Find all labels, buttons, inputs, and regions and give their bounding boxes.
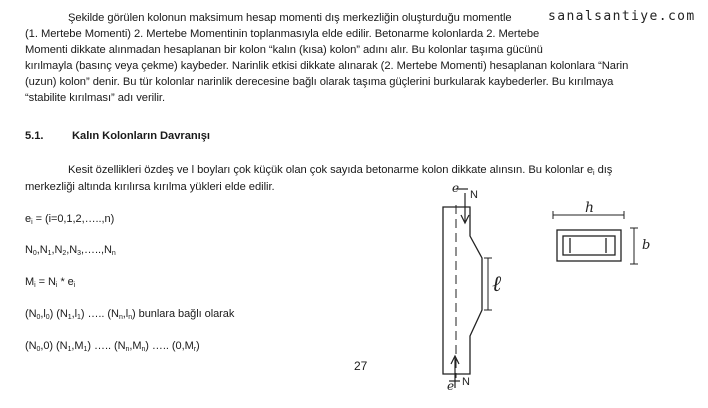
equation-pairs-1: $(N_0,l_0)$ $(N_1,l_1)$ ….. $(N_n,l_n)$ bunlara bağlı olarak (25, 308, 235, 321)
body-line-1-text: Kesit özellikleri özdeş ve l boyları çok küçük olan çok sayıda betonarme kolon dikkate alınsın. Bu kolonlar e (68, 164, 593, 176)
n-series-4: ,N (51, 244, 63, 256)
section-height-label: b (642, 238, 651, 253)
top-load-label: N (470, 189, 478, 201)
intro-line-3: Momenti dikkate alınmadan hesaplanan bir kolon “kalın (kısa) kolon” adını alır. Bu kolonlar taşıma gücünü (25, 44, 543, 56)
eq-m-sub: i (34, 282, 36, 289)
intro-line-4: kırılmayla (basınç veya çekme) kaybeder. Narinlik etkisi dikkate alınarak (2. Mertebe Momenti) hesaplanan kolonlara “Narin (25, 60, 629, 72)
n-series-6: ,N (66, 244, 78, 256)
intro-line-6: “stabilite kırılması” adı verilir. (25, 92, 166, 104)
eq-m-mid2: * e (57, 276, 74, 288)
n-series-8: ,…..,N (81, 244, 112, 256)
n-series-2: ,N (36, 244, 48, 256)
n-series-7: 3 (77, 250, 81, 257)
watermark: sanalsantiye.com (548, 9, 696, 24)
top-eccentricity-label: e (452, 181, 460, 195)
eq-m-sym: M (25, 276, 35, 288)
equation-pairs-2: $(N_0,0)$ $(N_1,M_1)$ ….. $(N_n,M_n)$ ….. $(0,M_r)$ (25, 340, 200, 353)
length-dimension (484, 258, 492, 310)
section-number: 5.1. (25, 130, 44, 142)
page-number: 27 (354, 359, 368, 373)
intro-line-2: (1. Mertebe Momenti) 2. Mertebe Momentinin toplanmasıyla elde edilir. Betonarme kolonlarda 2. Mertebe (25, 28, 540, 40)
n-series-0: N (25, 244, 33, 256)
bottom-load-label: N (462, 376, 470, 388)
intro-line-1: Şekilde görülen kolonun maksimum hesap momenti dış merkezliğin oluşturduğu momentle (68, 12, 512, 24)
column-outline (443, 207, 482, 374)
bottom-eccentricity-label: e (447, 379, 455, 393)
eq-e-sym: e (25, 213, 32, 225)
eq-m-sub2: i (55, 282, 58, 289)
body-line-2: merkezliği altında kırılırsa kırılma yükleri elde edilir. (25, 181, 275, 193)
intro-line-5: (uzun) kolon” denir. Bu tür kolonlar narinlik derecesine bağlı olarak taşıma güçlerini burkularak kaybederler. Bu kırılmaya (25, 76, 614, 88)
section-width-label: h (585, 200, 595, 216)
eq-m-mid: = N (35, 276, 56, 288)
height-dimension (630, 228, 638, 264)
section-title: Kalın Kolonların Davranışı (72, 130, 210, 142)
eq-e-sub: i (31, 219, 33, 226)
body-line-1-sub: i (593, 170, 595, 177)
n-series-9: n (111, 250, 116, 257)
cross-section (557, 230, 621, 261)
eq-e-rest: = (i=0,1,2,…..,n) (32, 213, 115, 225)
body-line-1-tail: dış (594, 164, 613, 176)
n-series-3: 1 (47, 250, 52, 257)
length-label: ℓ (492, 272, 502, 297)
n-series-1: 0 (32, 250, 37, 257)
n-series-5: 2 (62, 250, 67, 257)
eq-m-sub3: i (73, 282, 76, 289)
